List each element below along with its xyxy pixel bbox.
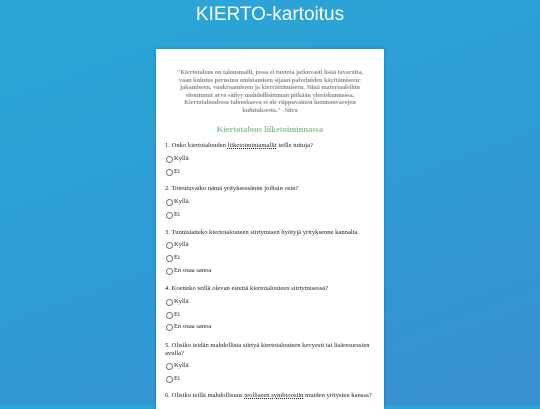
question-1-text-start: 1. Onko kiertotalouden — [165, 142, 228, 149]
question-6-link[interactable]: teolliseen symbioosiin — [244, 392, 304, 399]
question-5: 5. Olisiko teidän mahdollista siirtyä kiertotalouteen kevyesti tai lisäresurssien avulla? — [165, 342, 370, 357]
question-1 — [165, 142, 377, 150]
survey-card — [156, 49, 384, 409]
option-label: En osaa sanoa — [174, 323, 212, 330]
question-1-option-yes[interactable] — [166, 155, 189, 163]
option-label: Ei — [174, 375, 180, 382]
question-3-option-no[interactable] — [166, 254, 180, 262]
radio-button[interactable] — [166, 156, 173, 163]
radio-button[interactable] — [166, 212, 173, 219]
radio-button[interactable] — [166, 242, 173, 249]
option-label: Ei — [174, 254, 180, 261]
question-1-option-no[interactable] — [166, 168, 180, 176]
question-4-option-no[interactable] — [166, 311, 180, 319]
question-1-link[interactable]: liiketoimintamallit — [227, 142, 277, 149]
question-6 — [165, 392, 377, 400]
option-label: Ei — [174, 168, 180, 175]
section-heading: Kiertotalous liiketoiminnassa — [216, 124, 324, 134]
question-2-option-no[interactable] — [166, 211, 180, 219]
question-2-option-yes[interactable] — [166, 198, 189, 206]
option-label: Kyllä — [174, 241, 189, 248]
question-4-option-unsure[interactable] — [166, 323, 211, 331]
question-3-option-yes[interactable] — [166, 241, 189, 249]
radio-button[interactable] — [166, 268, 173, 275]
option-label: Ei — [174, 211, 180, 218]
question-3: 3. Tunnistatteko kiertotalouteen siirtymisen hyötyjä yrityksenne kannalta. — [165, 229, 360, 236]
radio-button[interactable] — [166, 299, 173, 306]
radio-button[interactable] — [166, 169, 173, 176]
intro-quote: "Kiertotalous on talousmalli, jossa ei tuoteta jatkuvasti lisää tavaroita, vaan kulutus perustuu omistamisen sijaan palveluiden käyttämiseen: jakamiseen, vuokraamiseen ja kierrättämiseen. Siinä materiaaleihin sitoutunut arvo säilyy mahdollisimman pitkään yhteiskunnassa. Kiertotaloudessa talouskasvu ei ole riippuvainen luonnonvarojen kulutuksesta." -Sitra — [176, 69, 364, 114]
radio-button[interactable] — [166, 376, 173, 383]
question-1-text-end: teille tuttuja? — [276, 142, 313, 149]
option-label: Kyllä — [174, 155, 189, 162]
page-title: KIERTO-kartoitus — [195, 4, 345, 25]
question-5-option-yes[interactable] — [166, 362, 189, 370]
question-5-option-no[interactable] — [166, 375, 180, 383]
radio-button[interactable] — [166, 312, 173, 319]
option-label: Kyllä — [174, 362, 189, 369]
question-4: 4. Koetteko teillä olevan esteitä kiertotalouteen siirtymisessä? — [165, 285, 329, 292]
option-label: Kyllä — [174, 198, 189, 205]
option-label: En osaa sanoa — [174, 267, 212, 274]
question-3-option-unsure[interactable] — [166, 267, 211, 275]
option-label: Kyllä — [174, 298, 189, 305]
question-4-option-yes[interactable] — [166, 298, 189, 306]
radio-button[interactable] — [166, 199, 173, 206]
question-6-text-end: muiden yritysten kanssa? — [303, 392, 372, 399]
question-2: 2. Toteutuvatko nämä yrityksessänne joiltain osin? — [165, 185, 299, 192]
radio-button[interactable] — [166, 324, 173, 331]
radio-button[interactable] — [166, 363, 173, 370]
question-6-text-start: 6. Olisiko teillä mahdollisuus — [165, 392, 245, 399]
radio-button[interactable] — [166, 255, 173, 262]
option-label: Ei — [174, 311, 180, 318]
